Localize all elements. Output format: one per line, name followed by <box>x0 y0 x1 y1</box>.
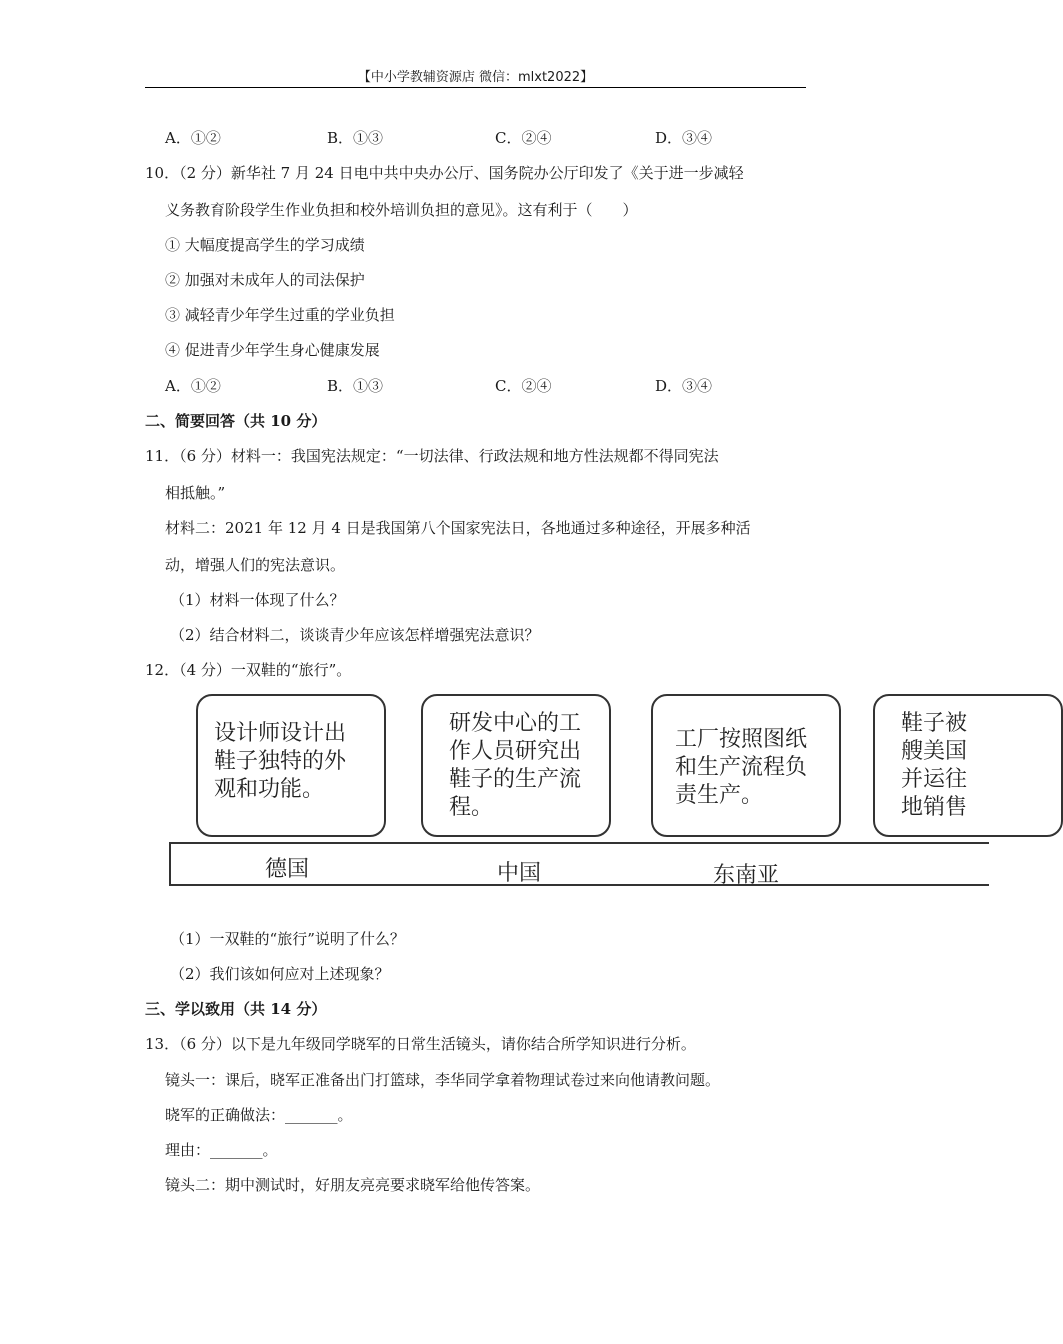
card-sales <box>873 694 1063 837</box>
card-research <box>421 694 611 837</box>
q10-option-c: C．②④ <box>495 377 552 395</box>
q9-option-c: C．②④ <box>495 129 552 147</box>
section-3-title: 三、学以致用（共 14 分） <box>145 1000 327 1018</box>
card-factory <box>651 694 841 837</box>
q10-item-1: ① 大幅度提高学生的学习成绩 <box>165 236 365 254</box>
q12-sub1: （1）一双鞋的“旅行”说明了什么？ <box>170 930 405 948</box>
card-sales-text: 鞋子被 艘美国 并运往 地销售 <box>901 711 968 820</box>
q11-line1: 11．（6 分）材料一：我国宪法规定：“一切法律、行政法规和地方性法规都不得同宪法 <box>145 447 719 465</box>
shoe-journey-diagram <box>165 690 968 895</box>
q12-sub2: （2）我们该如何应对上述现象？ <box>170 965 390 983</box>
card-design-text: 设计师设计出 鞋子独特的外 观和功能。 <box>214 721 347 802</box>
q9-option-d: D．③④ <box>655 129 713 147</box>
q10-item-4: ④ 促进青少年学生身心健康发展 <box>165 341 380 359</box>
q10-item-2: ② 加强对未成年人的司法保护 <box>165 271 365 289</box>
q13-scene2: 镜头二：期中测试时，好朋友亮亮要求晓军给他传答案。 <box>165 1176 541 1194</box>
q10-stem-line1: 10．（2 分）新华社 7 月 24 日电中共中央办公厅、国务院办公厅印发了《关于进一步减轻 <box>145 164 744 182</box>
q10-option-b: B．①③ <box>327 377 384 395</box>
q11-line3: 材料二：2021 年 12 月 4 日是我国第八个国家宪法日，各地通过多种途径，开展多种活 <box>165 519 751 537</box>
card-factory-text: 工厂按照图纸 和生产流程负 责生产。 <box>675 727 808 808</box>
q13-scene1: 镜头一：课后，晓军正准备出门打篮球，李华同学拿着物理试卷过来向他请教问题。 <box>165 1071 721 1089</box>
q11-sub2: （2）结合材料二，谈谈青少年应该怎样增强宪法意识？ <box>170 626 540 644</box>
q10-option-d: D．③④ <box>655 377 713 395</box>
q9-option-b: B．①③ <box>327 129 384 147</box>
q10-option-a: A．①② <box>165 377 221 395</box>
q13-practice: 晓军的正确做法：_______。 <box>165 1106 353 1124</box>
card-research-text: 研发中心的工 作人员研究出 鞋子的生产流 程。 <box>449 711 582 820</box>
region-southeast-asia: 东南亚 <box>713 863 780 888</box>
q11-line4: 动，增强人们的宪法意识。 <box>165 556 346 574</box>
q11-sub1: （1）材料一体现了什么？ <box>170 591 345 609</box>
card-design <box>196 694 386 837</box>
q12-stem: 12．（4 分）一双鞋的“旅行”。 <box>145 661 352 679</box>
region-china: 中国 <box>497 861 542 886</box>
region-germany: 德国 <box>265 857 310 882</box>
header-divider <box>145 87 806 88</box>
q10-stem-line2: 义务教育阶段学生作业负担和校外培训负担的意见》。这有利于（ ） <box>165 201 638 219</box>
q11-line2: 相抵触。” <box>165 484 226 502</box>
section-2-title: 二、简要回答（共 10 分） <box>145 412 327 430</box>
q10-item-3: ③ 减轻青少年学生过重的学业负担 <box>165 306 395 324</box>
q9-option-a: A．①② <box>165 129 221 147</box>
q13-stem: 13．（6 分）以下是九年级同学晓军的日常生活镜头，请你结合所学知识进行分析。 <box>145 1035 696 1053</box>
page-header: 【中小学教辅资源店 微信：mlxt2022】 <box>357 70 594 85</box>
q13-reason: 理由：_______。 <box>165 1141 278 1159</box>
